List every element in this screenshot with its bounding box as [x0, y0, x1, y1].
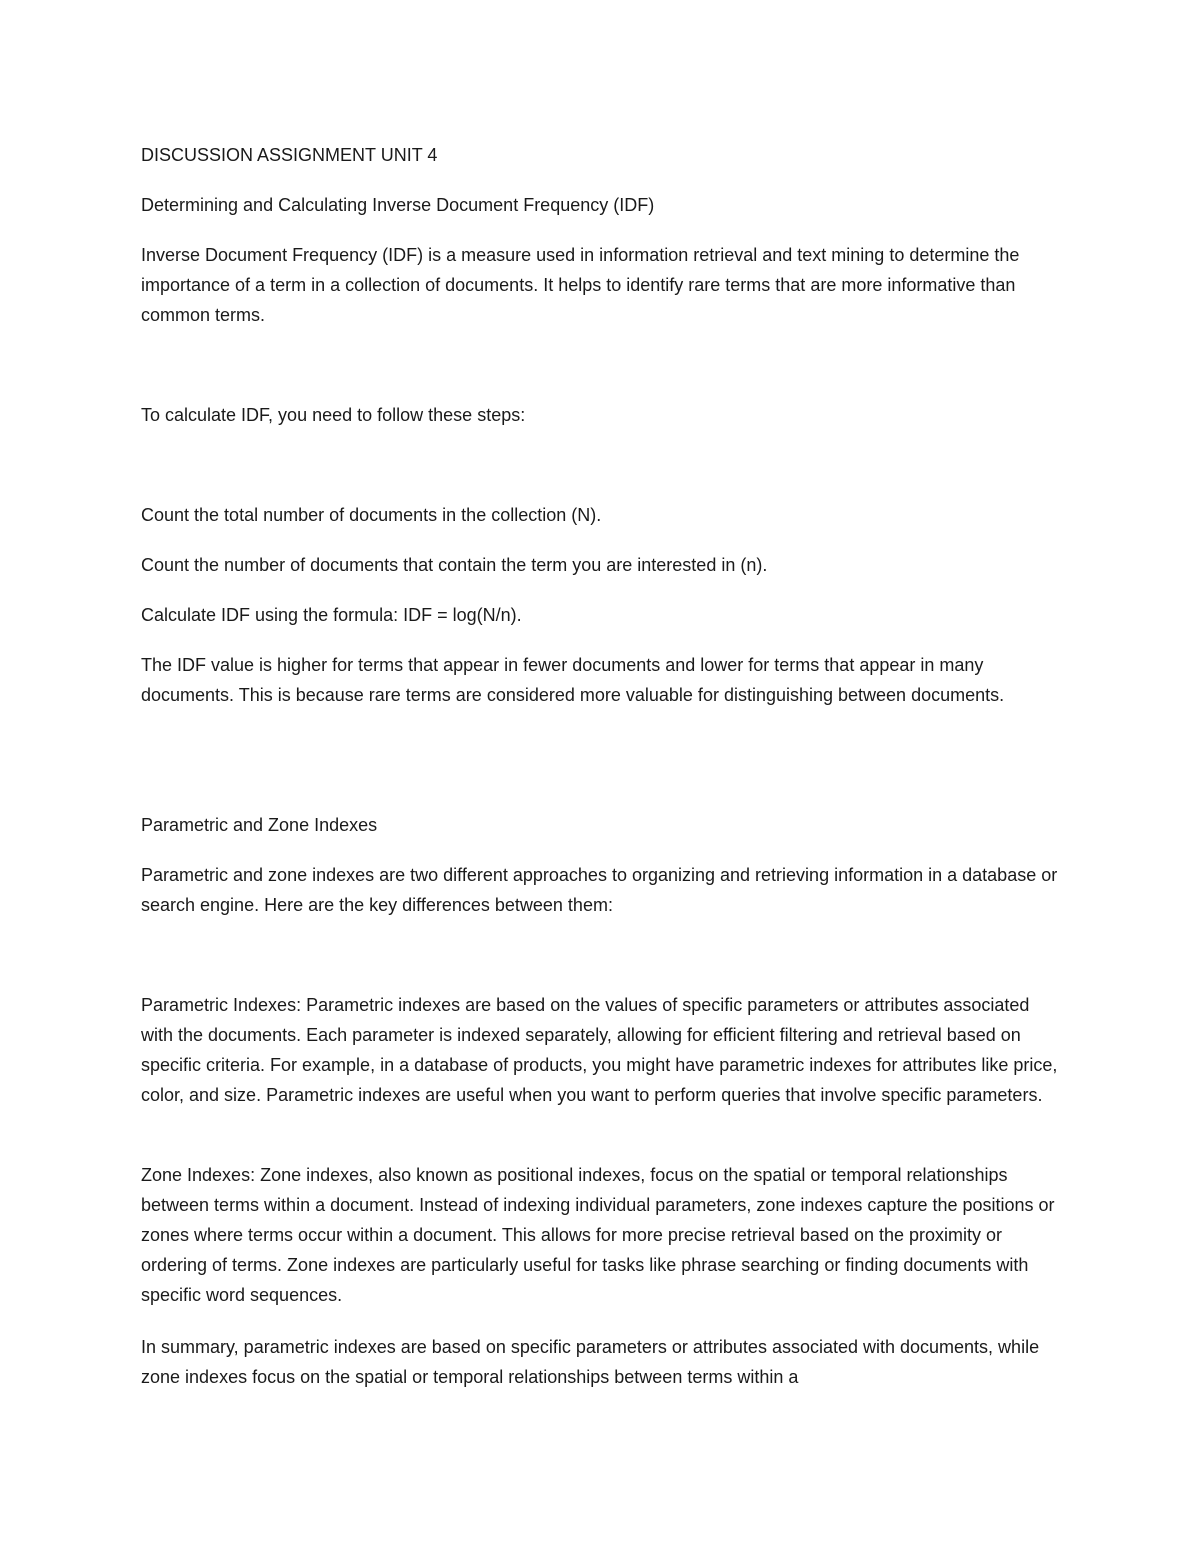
- paragraph-idf-intro: Inverse Document Frequency (IDF) is a measure used in information retrieval and text mining to determine the importance of a term in a collection of documents. It helps to identify rare terms that are more informative than common terms.: [141, 245, 1020, 325]
- paragraph-idf-explanation: The IDF value is higher for terms that appear in fewer documents and lower for terms that appear in many documents. This is because rare terms are considered more valuable for distinguishing between documents.: [141, 655, 1005, 705]
- document-title: DISCUSSION ASSIGNMENT UNIT 4: [141, 145, 438, 165]
- step-item-2: Count the number of documents that contain the term you are interested in (n).: [141, 555, 768, 575]
- step-item-3: Calculate IDF using the formula: IDF = log(N/n).: [141, 605, 522, 625]
- paragraph-steps-intro: To calculate IDF, you need to follow these steps:: [141, 405, 526, 425]
- paragraph-summary: In summary, parametric indexes are based on specific parameters or attributes associated with documents, while zone indexes focus on the spatial or temporal relationships between terms within a: [141, 1337, 1040, 1387]
- section-heading-idf: Determining and Calculating Inverse Document Frequency (IDF): [141, 195, 655, 215]
- section-heading-indexes: Parametric and Zone Indexes: [141, 815, 378, 835]
- step-item-1: Count the total number of documents in the collection (N).: [141, 505, 602, 525]
- paragraph-indexes-intro: Parametric and zone indexes are two different approaches to organizing and retrieving information in a database or search engine. Here are the key differences between them:: [141, 865, 1058, 915]
- paragraph-parametric-indexes: Parametric Indexes: Parametric indexes are based on the values of specific parameters or attributes associated with the documents. Each parameter is indexed separately, allowing for efficient filtering and retrieval based on specific criteria. For example, in a database of products, you might have parametric indexes for attributes like price, color, and size. Parametric indexes are useful when you want to perform queries that involve specific parameters.: [141, 995, 1058, 1105]
- paragraph-zone-indexes: Zone Indexes: Zone indexes, also known as positional indexes, focus on the spatial or temporal relationships between terms within a document. Instead of indexing individual parameters, zone indexes capture the positions or zones where terms occur within a document. This allows for more precise retrieval based on the proximity or ordering of terms. Zone indexes are particularly useful for tasks like phrase searching or finding documents with specific word sequences.: [141, 1165, 1055, 1305]
